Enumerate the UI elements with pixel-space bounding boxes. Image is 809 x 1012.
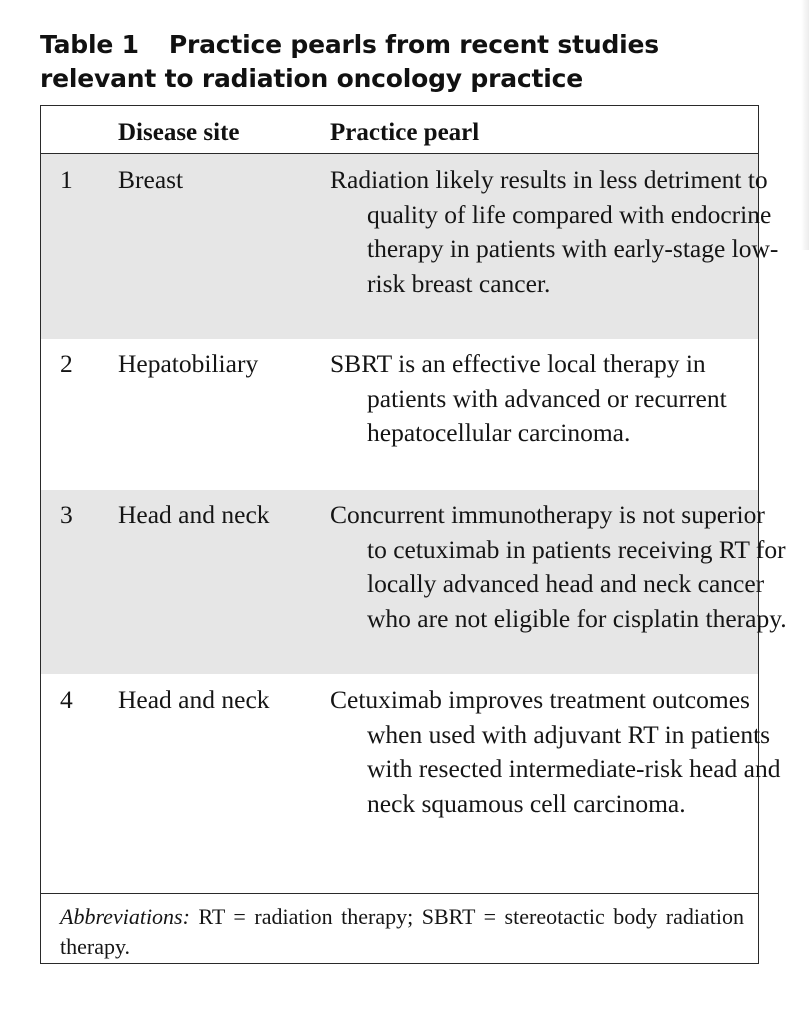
disease-site-cell: Breast xyxy=(118,165,184,194)
table-row xyxy=(41,154,779,339)
practice-pearl-cell: Radiation likely results in less detriment to quality of life compared with endocrine therapy in patients with early-stage low-risk breast cancer. xyxy=(330,165,779,298)
practice-pearl-cell: Concurrent immunotherapy is not superior to cetuximab in patients receiving RT for locally advanced head and neck cancer who are not eligible for cisplatin therapy. xyxy=(330,500,787,633)
table-footnote xyxy=(41,893,758,963)
row-number: 1 xyxy=(60,165,73,194)
table-caption-title: Practice pearls from recent studies relevant to radiation oncology practice xyxy=(40,30,659,93)
row-number: 2 xyxy=(60,349,73,378)
practice-pearl-cell: SBRT is an effective local therapy in patients with advanced or recurrent hepatocellular carcinoma. xyxy=(330,349,727,447)
practice-pearl-cell: Cetuximab improves treatment outcomes when used with adjuvant RT in patients with resected intermediate-risk head and neck squamous cell carcinoma. xyxy=(330,685,781,818)
abbreviations-note xyxy=(60,902,744,962)
abbreviations-text: RT = radiation therapy; SBRT = stereotactic body radiation therapy. xyxy=(60,904,744,959)
table-header-row xyxy=(41,106,758,154)
table-row xyxy=(41,339,758,490)
table-row xyxy=(41,490,787,674)
disease-site-cell: Hepatobiliary xyxy=(118,349,259,378)
table-caption-label: Table 1 xyxy=(40,30,139,59)
page-edge-shadow xyxy=(801,0,809,250)
row-number: 3 xyxy=(60,500,73,529)
column-header-disease-site: Disease site xyxy=(118,119,240,146)
practice-pearls-table xyxy=(40,105,787,964)
column-header-practice-pearl: Practice pearl xyxy=(330,119,480,146)
disease-site-cell: Head and neck xyxy=(118,500,270,529)
abbreviations-label: Abbreviations: xyxy=(60,904,190,929)
table-caption xyxy=(40,28,775,96)
row-number: 4 xyxy=(60,685,73,714)
disease-site-cell: Head and neck xyxy=(118,685,270,714)
table-row xyxy=(41,674,781,893)
